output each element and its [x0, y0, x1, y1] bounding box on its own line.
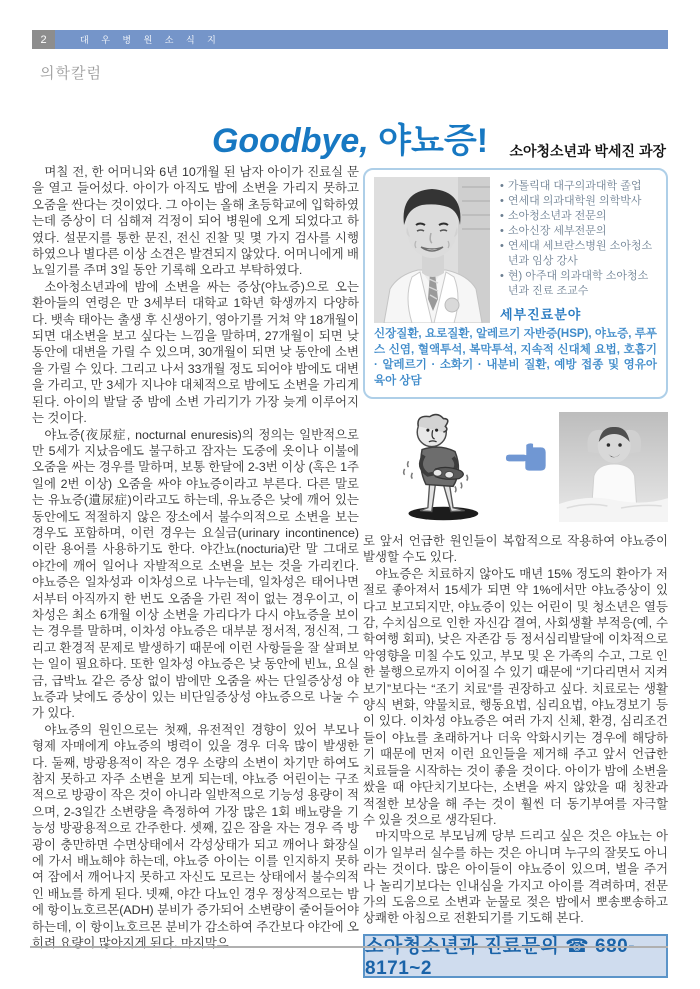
contact-label: 소아청소년과 진료문의 ☎ 680-8171~2 — [365, 936, 636, 980]
credential-text: 소아신장 세부전문의 — [507, 225, 607, 237]
doctor-photo — [374, 177, 490, 323]
right-text-block — [363, 533, 668, 927]
article-title-en: Goodbye, — [211, 121, 369, 160]
section-label: 의학칼럼 — [40, 65, 102, 82]
paragraph: 야뇨증(夜尿症, nocturnal enuresis)의 정의는 일반적으로 만 5세가 지났음에도 불구하고 잠자는 도중에 옷이나 이불에 오줌을 싸는 경우를 말하며, 보통 한달에 2-3번 이상 (혹은 1주일에 2번 이상) 오줌을 싸야 야뇨증이라고 부른다. 다른 말로는 유뇨증(遺尿症)이라고도 하는데, 유뇨증은 낮에 깨어 있는 동안에도 적절하지 않은 장소에서 불수의적으로 소변을 보는 경우도 포함하며, 이런 경우는 요실금(urinary incontinence)이란 용어를 사용하기도 한다. 야간뇨(nocturia)란 말 그대로 야간에 깨어 일어나 자발적으로 소변을 보는 것을 가리킨다. 야뇨증은 일차성과 이차성으로 나누는데, 일차성은 태어나면서부터 아직까지 한 번도 오줌을 가린 적이 없는 경우이고, 이차성은 최소 6개월 이상 소변을 가리다가 다시 야뇨증을 보이는 경우를 말하며, 이차성 야뇨증은 대부분 정서적, 정신적, 그리고 환경적 문제로 발생하기 때문에 이런 사항들을 잘 살펴보는 일이 필요하다. 또한 일차성 야뇨증은 낮 동안에 빈뇨, 요실금, 급박뇨 같은 증상 없이 밤에만 오줌을 싸는 단일증상성 야뇨증과 낮에도 증상이 있는 비단일증상성 야뇨증으로 나눌 수가 있다. — [32, 427, 359, 721]
bullet-icon: • — [500, 270, 504, 282]
credential-item — [500, 194, 657, 209]
paragraph: 야뇨증은 치료하지 않아도 매년 15% 정도의 환아가 저절로 좋아져서 15세가 되면 약 1%에서만 야뇨증상이 있다고 보고되지만, 야뇨증이 있는 어린이 및 청소년은 열등감, 수치심으로 인한 자신감 결여, 사회생활 부적응(예, 수학여행 회피), 낮은 자존감 등 정서심리발달에 이차적으로 악영향을 미칠 수도 있고, 부모 및 온 가족의 수고, 그로 인한 불행으로까지 이어질 수 있기 때문에 “기다리면서 지켜보기”보다는 “조기 치료”를 권장하고 싶다. 치료로는 생활양식 변화, 약물치료, 행동요법, 심리요법, 야뇨경보기 등이 있다. 이차성 야뇨증은 여러 가지 신체, 환경, 심리조건들이 야뇨를 초래하거나 더욱 악화시키는 경우에 해당하기 때문에 먼저 이런 요인들을 제거해 주고 앞서 언급한 치료들을 시작하는 것이 좋을 것이다. 아이가 밤에 소변을 쌌을 때 야단치기보다는, 소변을 싸지 않았을 때 칭찬과 적절한 보상을 해 주는 것이 훨씬 더 동기부여를 자극할 수 있을 것으로 생각된다. — [363, 566, 668, 827]
boy-in-bed-photo — [559, 412, 668, 522]
credential-text: 소아청소년과 전문의 — [507, 210, 607, 222]
credential-item — [500, 224, 657, 239]
byline: 소아청소년과 박세진 과장 — [509, 143, 666, 159]
bullet-icon: • — [500, 210, 504, 222]
bullet-icon: • — [500, 195, 504, 207]
paragraph: 소아청소년과에 밤에 소변을 싸는 증상(야뇨증)으로 오는 환아들의 연령은 만 3세부터 대학교 1학년 학생까지 다양하다. 뱃속 태아는 출생 후 신생아기, 영아기를 거쳐 약 18개월이 되면 대소변을 보고 싶다는 느낌을 말하며, 27개월이 되면 낮 동안에 대변을 가릴 수 있으며, 30개월이 되면 낮 동안에 소변을 가릴 수 있다. 그리고 나서 33개월 정도 되어야 밤에도 대변을 가리고, 만 3세가 지나야 대체적으로 밤에도 소변을 가리게 된다. 아이의 발달 중 밤에 소변 가리기가 가장 늦게 이루어지는 것이다. — [32, 279, 359, 426]
credential-text: 연세대 세브란스병원 소아청소년과 임상 강사 — [507, 240, 653, 267]
credential-item — [500, 239, 657, 269]
paragraph: 며칠 전, 한 어머니와 6년 10개월 된 남자 아이가 진료실 문을 열고 들어섰다. 아이가 아직도 밤에 소변을 가리지 못하고 오줌을 싼다는 것이었다. 그 아이는 올해 초등학교에 입학하였는데 증상이 더 심해져 걱정이 되어 병원에 오게 되었다고 하였다. 설문지를 통한 문진, 전신 진찰 및 몇 가지 검사를 시행하였으나 별다른 이상 소견은 발견되지 않았다. 어머니에게 배뇨일기를 주며 3일 동안 기록해 오라고 부탁하였다. — [32, 165, 359, 278]
article-title-ko: 야뇨증! — [368, 121, 489, 160]
doctor-profile-box — [363, 168, 668, 399]
contact-info-box — [363, 934, 668, 978]
masthead-title: 대 우 병 원 소 식 지 — [55, 30, 668, 49]
bullet-icon: • — [500, 240, 504, 252]
credential-item — [500, 269, 657, 299]
footer-divider — [30, 946, 668, 948]
specialty-text: 신장질환, 요로질환, 알레르기 자반증(HSP), 야뇨증, 루푸스 신염, 혈액투석, 복막투석, 지속적 신대체 요법, 호흡기 · 알레르기 · 소화기 · 내분비 질환, 예방 접종 및 영유아 육아 상담 — [374, 328, 657, 387]
credential-text: 현) 아주대 의과대학 소아청소년과 진료 조교수 — [507, 270, 649, 297]
child-cartoon-illustration — [393, 409, 490, 525]
pointing-hand-icon — [504, 442, 547, 472]
right-column — [363, 168, 668, 978]
left-column — [32, 164, 359, 952]
credential-text: 연세대 의과대학원 의학박사 — [507, 195, 642, 207]
page-number: 2 — [32, 30, 55, 49]
bullet-icon: • — [500, 180, 504, 192]
paragraph: 마지막으로 부모님께 당부 드리고 싶은 것은 야뇨는 아이가 일부러 실수를 하는 것은 아니며 누구의 잘못도 아니라는 것이다. 많은 아이들이 야뇨증이 있으며, 벌을 주거나 놀리기보다는 인내심을 가지고 아이를 격려하며, 전문가의 도움으로 소변과 눈물로 젖은 밤에서 뽀송뽀송하고 상쾌한 아침으로 전환되기를 기도해 본다. — [363, 829, 668, 926]
credential-item — [500, 179, 657, 194]
paragraph: 야뇨증의 원인으로는 첫째, 유전적인 경향이 있어 부모나 형제 자매에게 야뇨증의 병력이 있을 경우 더욱 많이 발생한다. 둘째, 방광용적이 작은 경우 소량의 소변이 차기만 하여도 참지 못하고 자주 소변을 보게 되는데, 야뇨증 어린이는 구조적으로 방광이 작은 것이 아니라 일반적으로 기능성 용량이 적으며, 2-3일간 소변량을 측정하여 가장 많은 1회 배뇨량을 기능성 방광용적으로 간주한다. 셋째, 깊은 잠을 자는 경우 즉 방광이 충만하면 수면상태에서 각성상태가 되고 깨어나 화장실에 가서 배뇨해야 하는데, 야뇨증 아이는 이를 인지하지 못하여 잠에서 깨어나지 못하고 자신도 모르는 상태에서 불수의적인 배뇨를 하게 된다. 넷째, 야간 다뇨인 경우 정상적으로는 밤에 항이뇨호르몬(ADH) 분비가 증가되어 소변량이 줄어들어야 하는데, 이 항이뇨호르몬 분비가 감소하여 주간보다 야간에 오히려 요량이 많아지게 된다. 마지막으 — [32, 722, 359, 951]
bullet-icon: • — [500, 225, 504, 237]
credential-text: 가톨릭대 대구의과대학 졸업 — [507, 180, 642, 192]
paragraph: 로 앞서 언급한 원인들이 복합적으로 작용하여 야뇨증이 발생할 수도 있다. — [363, 534, 668, 565]
specialty-heading: 세부진료분야 — [500, 307, 582, 322]
credential-item — [500, 209, 657, 224]
illustration-row — [363, 408, 668, 526]
header-bar — [32, 30, 668, 49]
